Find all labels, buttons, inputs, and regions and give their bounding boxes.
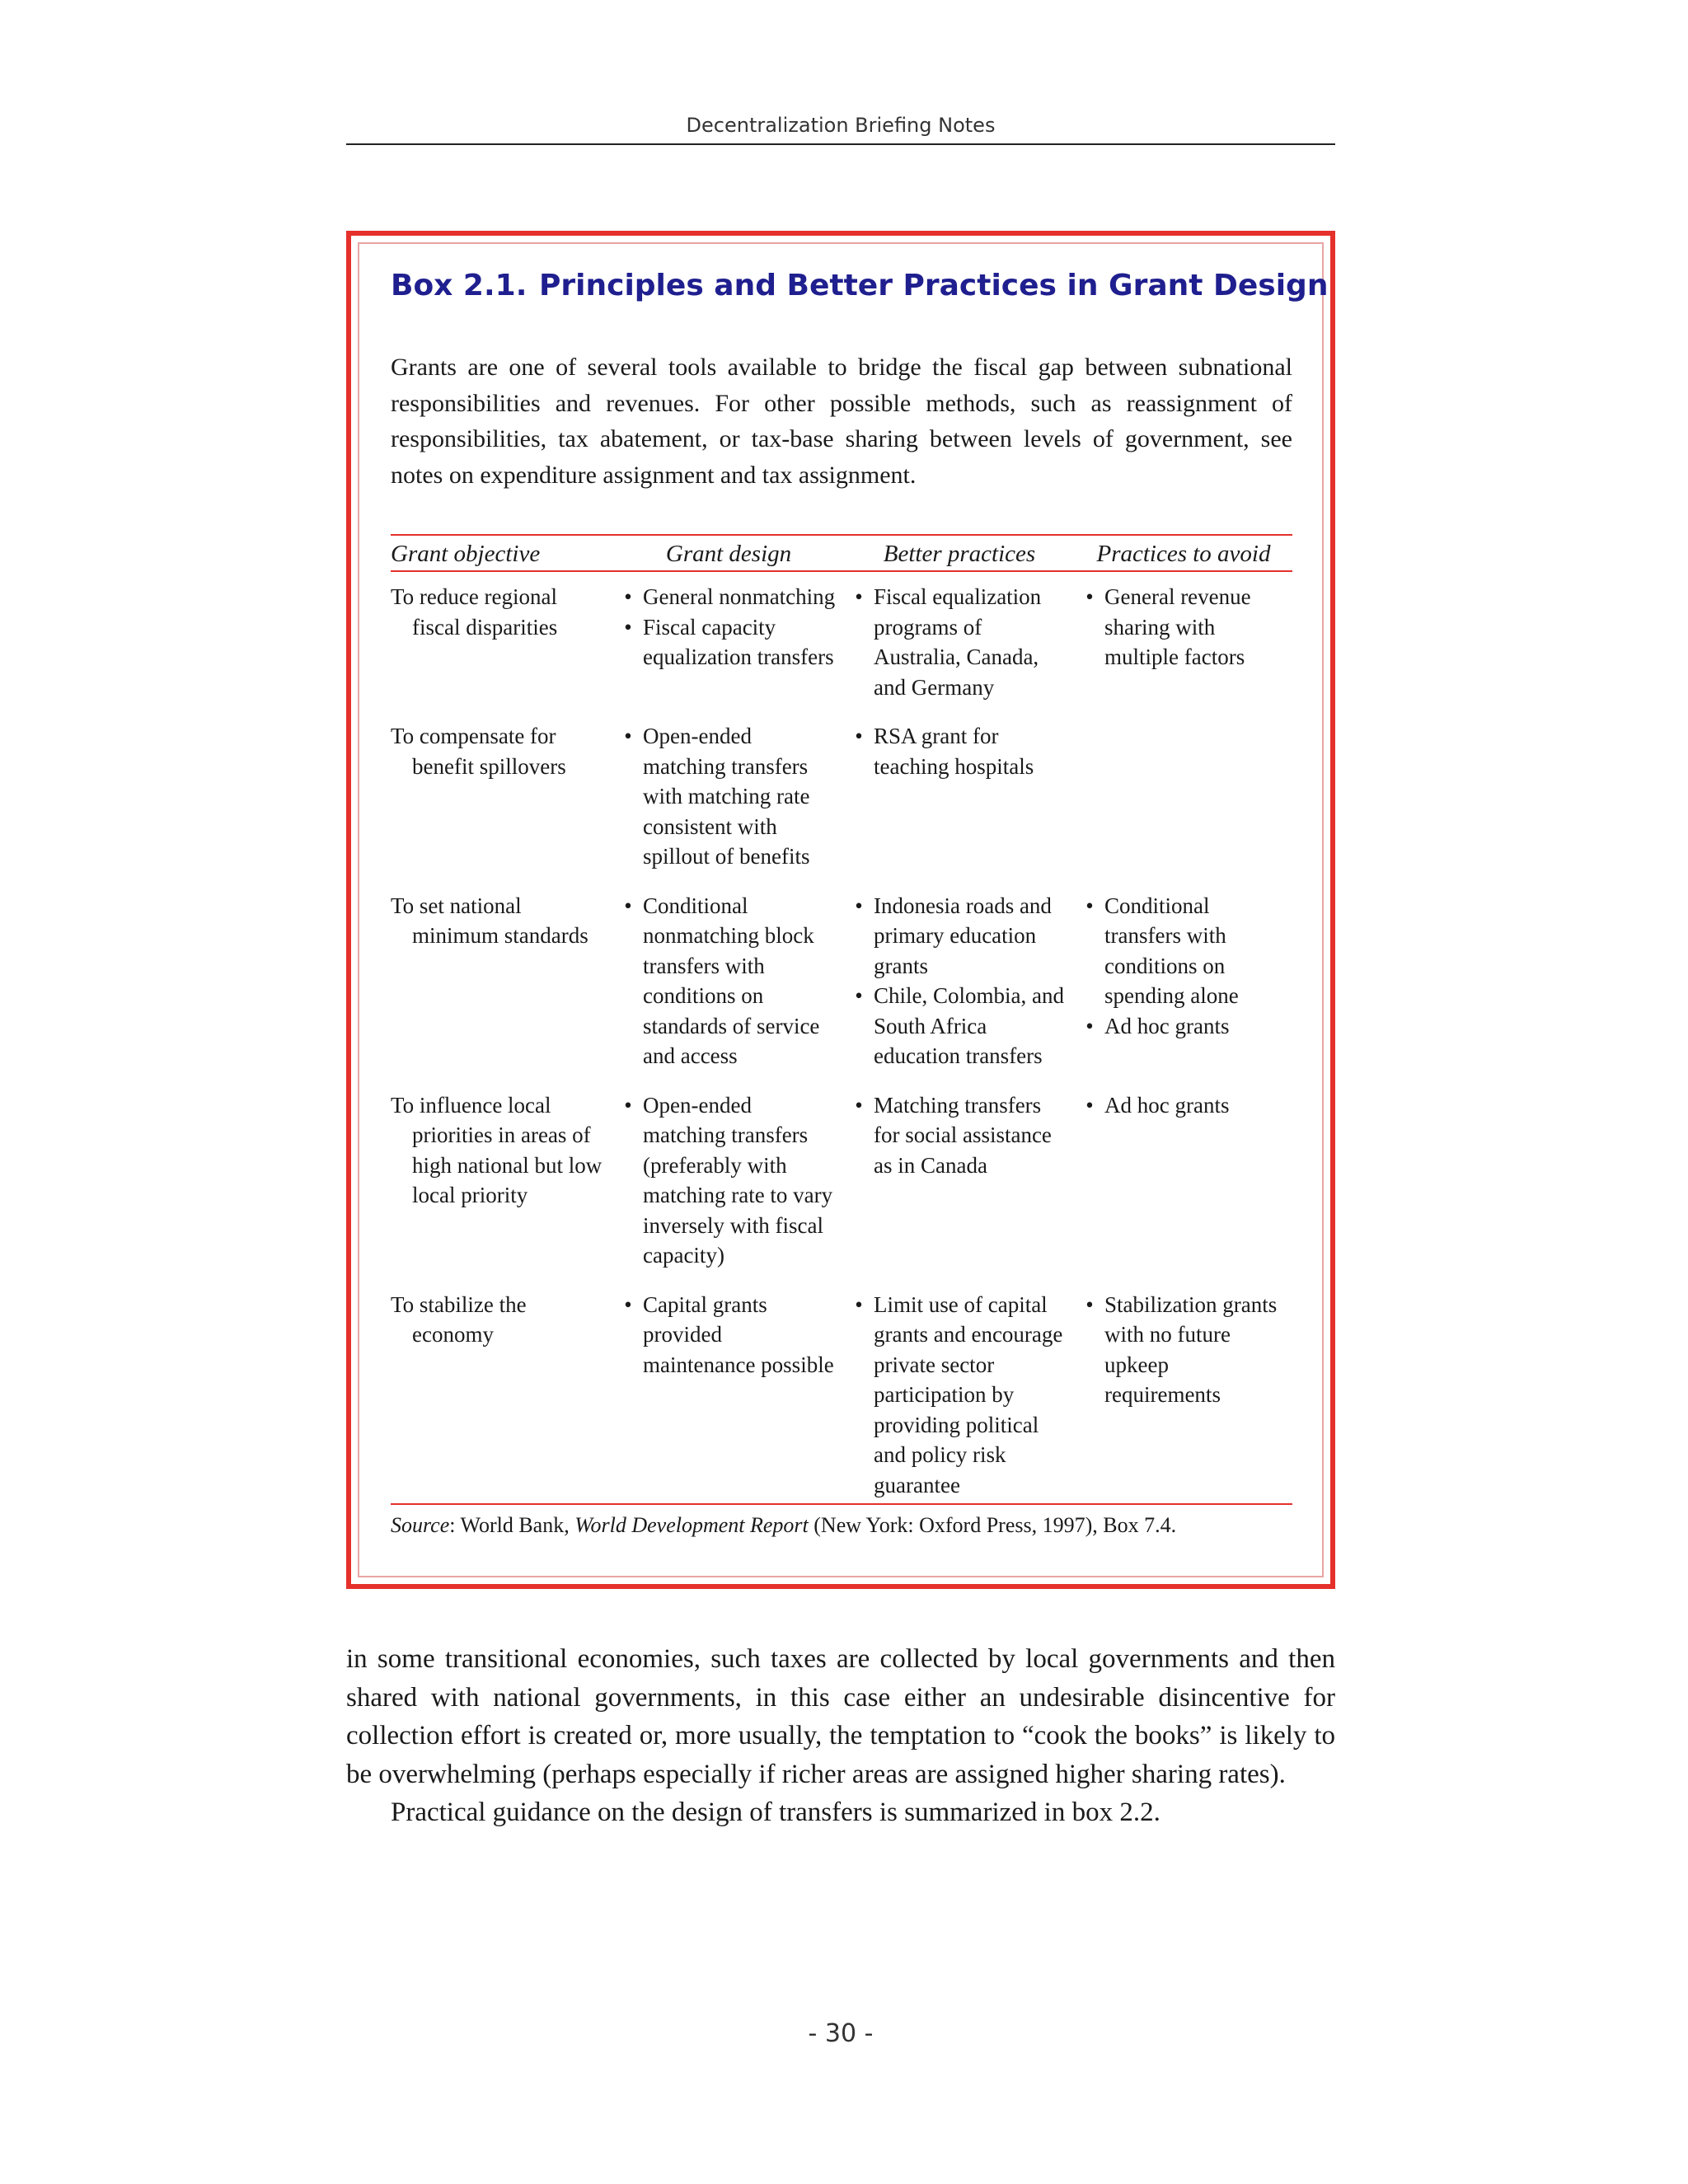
box-title-text: Principles and Better Practices in Grant Design <box>539 269 1329 302</box>
list-item: • Matching transfers for social assistance as in Canada <box>844 1090 1068 1181</box>
list-item: • General revenue sharing with multiple factors <box>1075 582 1286 673</box>
box-number: Box 2.1. <box>391 269 528 302</box>
practices-to-avoid-list <box>1075 891 1292 1042</box>
objective-cell <box>391 1282 613 1505</box>
better-practices-cell <box>844 883 1075 1082</box>
running-header: Decentralization Briefing Notes <box>346 110 1335 145</box>
column-header-better-practices: Better practices <box>844 535 1075 571</box>
better-practices-list <box>844 1290 1075 1501</box>
design-list <box>613 721 844 872</box>
body-text <box>346 1640 1335 1832</box>
design-list <box>613 582 844 673</box>
practices-to-avoid-list <box>1075 1090 1292 1121</box>
objective-text: To reduce regional fiscal disparities <box>391 584 558 640</box>
better-practices-cell <box>844 1282 1075 1505</box>
design-list <box>613 1290 844 1380</box>
table-row <box>391 1282 1292 1505</box>
table-row <box>391 1082 1292 1282</box>
practices-to-avoid-cell <box>1075 571 1292 713</box>
table-row <box>391 883 1292 1082</box>
objective-cell <box>391 1082 613 1282</box>
design-cell <box>613 1282 844 1505</box>
list-item: • Open-ended matching transfers with matching rate consistent with spillout of benefits <box>613 721 837 872</box>
better-practices-cell <box>844 713 1075 883</box>
design-cell <box>613 571 844 713</box>
box-intro: Grants are one of several tools available to bridge the fiscal gap between subnational responsibilities and revenues. For other possible methods, such as reassignment of responsibilities, tax abatement, or tax-base sharing between levels of government, see notes on expenditure assignment and tax assignment. <box>391 354 1292 489</box>
source-label: Source <box>391 1513 450 1537</box>
design-cell <box>613 1082 844 1282</box>
list-item: • Chile, Colombia, and South Africa education transfers <box>844 981 1068 1071</box>
list-item: • Conditional nonmatching block transfers with conditions on standards of service and access <box>613 891 837 1071</box>
better-practices-cell <box>844 1082 1075 1282</box>
list-item: • Ad hoc grants <box>1075 1011 1286 1042</box>
better-practices-cell <box>844 571 1075 713</box>
table-row <box>391 571 1292 713</box>
source-publication: World Development Report <box>574 1513 809 1537</box>
list-item: • Limit use of capital grants and encourage private sector participation by providing political and policy risk guarantee <box>844 1290 1068 1501</box>
body-paragraph-2: Practical guidance on the design of transfers is summarized in box 2.2. <box>391 1797 1160 1827</box>
better-practices-list <box>844 1090 1075 1181</box>
list-item: • Capital grants provided maintenance possible <box>613 1290 837 1380</box>
column-header-design: Grant design <box>613 535 844 571</box>
column-header-objective: Grant objective <box>391 535 613 571</box>
objective-cell <box>391 713 613 883</box>
body-paragraph-1: in some transitional economies, such taxes are collected by local governments and then shared with national governments, in this case either an undesirable disincentive for collection effort is created or, more usually, the temptation to “cook the books” is likely to be overwhelming (perhaps especially if richer areas are assigned higher sharing rates). <box>346 1644 1335 1789</box>
practices-to-avoid-cell <box>1075 713 1292 883</box>
better-practices-list <box>844 891 1075 1071</box>
source-text-1: : World Bank, <box>449 1513 575 1537</box>
list-item: • Fiscal equalization programs of Australia, Canada, and Germany <box>844 582 1068 702</box>
practices-to-avoid-cell <box>1075 883 1292 1082</box>
objective-cell <box>391 571 613 713</box>
source-note <box>391 1504 1292 1540</box>
box-title <box>391 269 1328 302</box>
design-list <box>613 891 844 1071</box>
objective-text: To set national minimum standards <box>391 893 588 948</box>
list-item: • General nonmatching <box>613 582 837 612</box>
objective-cell <box>391 883 613 1082</box>
practices-to-avoid-list <box>1075 582 1292 673</box>
column-header-practices-to-avoid: Practices to avoid <box>1075 535 1292 571</box>
list-item: • Indonesia roads and primary education grants <box>844 891 1068 982</box>
design-list <box>613 1090 844 1271</box>
list-item: • Open-ended matching transfers (preferably with matching rate to vary inversely with fiscal capacity) <box>613 1090 837 1271</box>
practices-to-avoid-list <box>1075 1290 1292 1410</box>
practices-to-avoid-cell <box>1075 1282 1292 1505</box>
source-row <box>391 1504 1292 1540</box>
list-item: • Stabilization grants with no future upkeep requirements <box>1075 1290 1286 1410</box>
objective-text: To compensate for benefit spillovers <box>391 724 566 779</box>
table-row <box>391 713 1292 883</box>
list-item: • Fiscal capacity equalization transfers <box>613 612 837 673</box>
design-cell <box>613 713 844 883</box>
objective-text: To stabilize the economy <box>391 1291 527 1347</box>
practices-to-avoid-cell <box>1075 1082 1292 1282</box>
page-number: - 30 - <box>808 2019 874 2048</box>
table-header-row <box>391 535 1292 571</box>
better-practices-list <box>844 582 1075 702</box>
design-cell <box>613 883 844 1082</box>
better-practices-list <box>844 721 1075 781</box>
source-text-2: (New York: Oxford Press, 1997), Box 7.4. <box>808 1513 1177 1537</box>
list-item: • RSA grant for teaching hospitals <box>844 721 1068 781</box>
grant-design-table <box>391 534 1292 1540</box>
list-item: • Ad hoc grants <box>1075 1090 1286 1121</box>
objective-text: To influence local priorities in areas of high national but low local priority <box>391 1092 603 1207</box>
list-item: • Conditional transfers with conditions on spending alone <box>1075 891 1286 1011</box>
